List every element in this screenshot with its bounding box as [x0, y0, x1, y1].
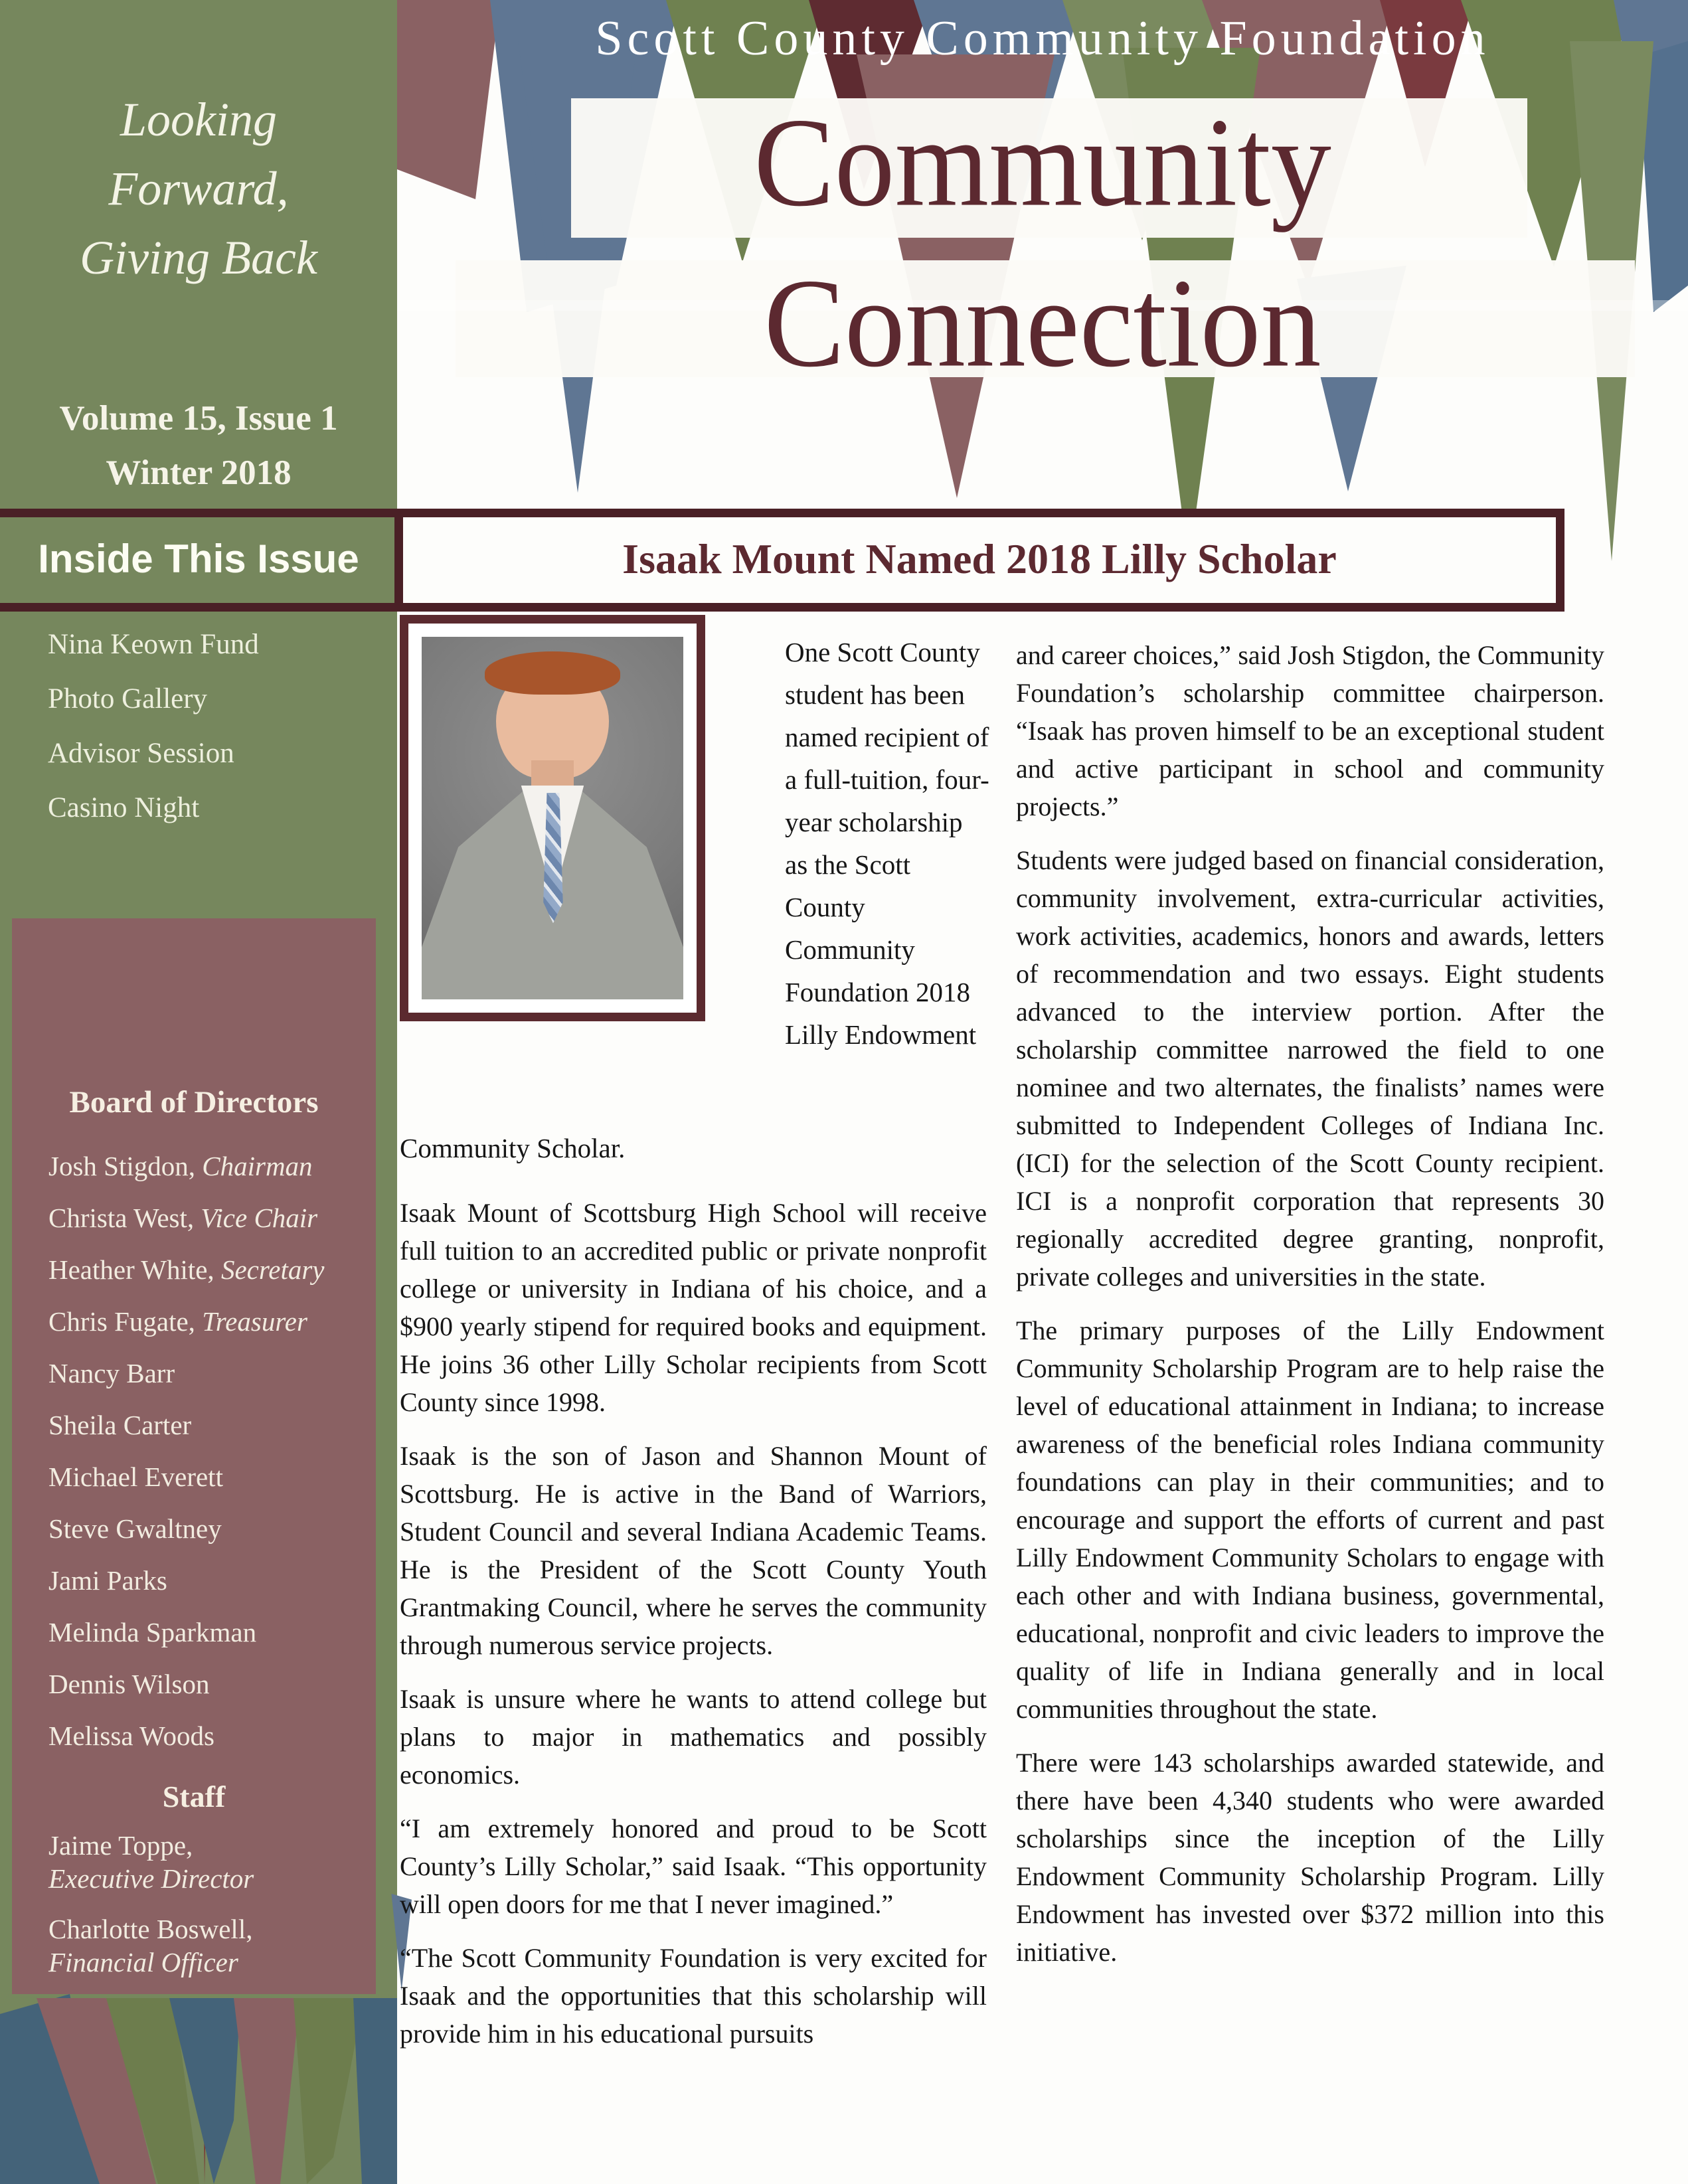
article-left-column: [400, 1194, 987, 2068]
board-member-row: [48, 1554, 376, 1606]
board-member-row: [48, 1347, 376, 1399]
staff-name: Charlotte Boswell,: [48, 1914, 253, 1944]
headline-rule-bottom: [0, 603, 404, 612]
collage-shapes: [0, 1994, 397, 2184]
toc-item: Casino Night: [48, 792, 200, 823]
board-member-row: [48, 1451, 376, 1503]
article-paragraph: The primary purposes of the Lilly Endowment Community Scholarship Program are to help raise the level of educational attainment in Indiana; to increase awareness of the beneficial roles Indiana community foundations can play in their communities; and to encourage and support the efforts of current and past Lilly Endowment Community Scholars to engage with each other and with Indiana business, governmental, educational, nonprofit and civic leaders to improve the quality of life in Indiana generally and in local communities throughout the state.: [1016, 1315, 1604, 1724]
member-name: Dennis Wilson: [48, 1669, 210, 1699]
staff-heading: Staff: [162, 1780, 226, 1813]
board-member-row: [48, 1296, 376, 1347]
tagline-line: Forward,: [108, 162, 289, 215]
toc-list: [48, 618, 367, 835]
article-paragraph: Isaak Mount of Scottsburg High School will receive full tuition to an accredited public or private nonprofit college or university in Indiana of his choice, and a $900 yearly stipend for required books and equipment. He joins 36 other Lilly Scholar recipients from Scott County since 1998.: [400, 1198, 987, 1417]
board-box: [12, 918, 376, 1994]
member-name: Melissa Woods: [48, 1721, 214, 1751]
member-name: Christa West,: [48, 1203, 195, 1233]
toc-item: Advisor Session: [48, 738, 234, 769]
board-heading: Board of Directors: [69, 1085, 319, 1120]
member-role: Secretary: [220, 1254, 325, 1285]
headline-box: [394, 509, 1564, 612]
board-member-row: [48, 1244, 376, 1296]
member-name: Heather White,: [48, 1254, 214, 1285]
article-headline: Isaak Mount Named 2018 Lilly Scholar: [622, 535, 1337, 582]
org-name: Scott County Community Foundation: [595, 11, 1490, 66]
season-line: Winter 2018: [106, 454, 292, 492]
member-name: Josh Stigdon,: [48, 1151, 195, 1181]
toc-item: Nina Keown Fund: [48, 629, 259, 660]
article-paragraph: Isaak is the son of Jason and Shannon Mount of Scottsburg. He is active in the Band of Warriors, Student Council and several Indiana Academic Teams. He is the President of the Scott County Youth Grantmaking Council, where he serves the community through numerous service projects.: [400, 1441, 987, 1660]
member-name: Jami Parks: [48, 1565, 167, 1596]
member-name: Chris Fugate,: [48, 1306, 195, 1337]
article-paragraph: “I am extremely honored and proud to be Scott County’s Lilly Scholar,” said Isaak. “This opportunity will open doors for me that I never imagined.”: [400, 1813, 987, 1919]
newsletter-title-line1: Community: [754, 92, 1331, 233]
board-member-list: [12, 1140, 376, 1762]
staff-member-row: [12, 1829, 376, 1895]
intro-continued: Community Scholar.: [400, 1133, 626, 1163]
article-paragraph: Students were judged based on financial consideration, community involvement, extra-curricular activities, work activities, academics, honors and awards, letters of recommendation and two essays. Eight students advanced to the interview portion. After the scholarship committee narrowed the field to one nominee and two alternates, the finalists’ names were submitted to Independent Colleges of Indiana Inc. (ICI) for the selection of the Scott County recipient. ICI is a nonprofit corporation that represents 30 regionally accredited degree granting, nonprofit, private colleges and universities in the state.: [1016, 845, 1604, 1292]
article-paragraph: Isaak is unsure where he wants to attend college but plans to major in mathematics and possibly economics.: [400, 1684, 987, 1790]
staff-role: Financial Officer: [48, 1947, 238, 1977]
staff-name: Jaime Toppe,: [48, 1830, 193, 1861]
headline-rule-top: [0, 509, 404, 517]
article-paragraph: and career choices,” said Josh Stigdon, the Community Foundation’s scholarship committee chairperson. “Isaak has proven himself to be an exceptional student and active participant in school and community projects.”: [1016, 640, 1604, 821]
volume-line: Volume 15, Issue 1: [59, 399, 338, 438]
board-member-row: [48, 1710, 376, 1762]
bottom-leaf-collage: [0, 1994, 432, 2184]
article-right-column: [1016, 636, 1604, 1987]
member-name: Sheila Carter: [48, 1410, 192, 1440]
board-member-row: [48, 1658, 376, 1710]
newsletter-title-line2: Connection: [764, 253, 1321, 394]
article-paragraph: “The Scott Community Foundation is very excited for Isaak and the opportunities that this scholarship will provide him in his educational pursuits: [400, 1943, 987, 2049]
board-member-row: [48, 1192, 376, 1244]
member-role: Treasurer: [202, 1306, 307, 1337]
toc-item: Photo Gallery: [48, 683, 208, 714]
scholar-photo: [422, 637, 683, 999]
staff-member-row: [12, 1912, 376, 1979]
member-name: Nancy Barr: [48, 1358, 175, 1388]
member-name: Michael Everett: [48, 1462, 223, 1492]
board-member-row: [48, 1503, 376, 1554]
board-member-row: [48, 1399, 376, 1451]
board-member-row: [48, 1140, 376, 1192]
inside-issue-heading: Inside This Issue: [38, 537, 359, 581]
tagline-line: Looking: [120, 93, 277, 146]
article-paragraph: There were 143 scholarships awarded statewide, and there have been 4,340 students who were awarded scholarships since the inception of the Lilly Endowment Community Scholarship Program. Lilly Endowment has invested over $372 million into this initiative.: [1016, 1748, 1604, 1967]
person-hair: [485, 651, 621, 695]
member-name: Melinda Sparkman: [48, 1617, 257, 1647]
member-name: Steve Gwaltney: [48, 1513, 222, 1544]
person-tie: [543, 793, 563, 924]
member-role: Chairman: [202, 1151, 313, 1181]
board-member-row: [48, 1606, 376, 1658]
tagline-line: Giving Back: [80, 231, 317, 284]
member-role: Vice Chair: [201, 1203, 318, 1233]
intro-column: One Scott County student has been named recipient of a full-tuition, four-year scholarship as the Scott County Community Foundation 2018 Lilly Endowment: [785, 637, 989, 1050]
staff-role: Executive Director: [48, 1863, 254, 1894]
masthead-tagline: [0, 85, 397, 292]
photo-frame: [400, 615, 705, 1021]
